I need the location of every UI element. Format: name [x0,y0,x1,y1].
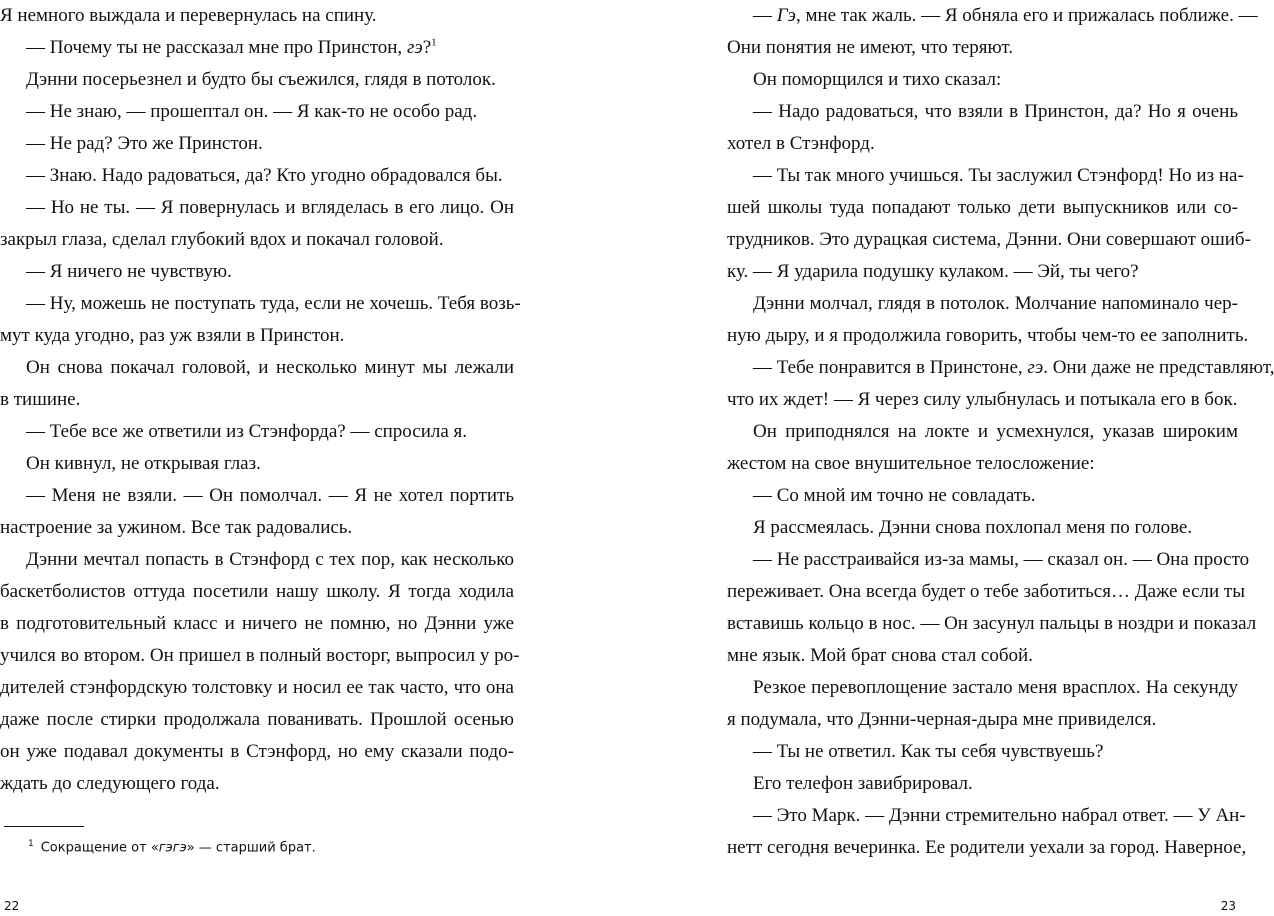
right-line [727,704,1238,736]
line-text: — Не знаю, — прошептал он. — Я как-то не особо рад. [26,101,478,122]
left-line [0,224,514,256]
line-text: вставишь кольцо в нос. — Он засунул пальцы в ноздри и показал [727,613,1257,634]
right-line [727,640,1238,672]
line-text: — Я ничего не чувствую. [26,261,232,282]
left-line [0,128,514,160]
left-line [0,704,514,736]
line-text: — Тебе все же ответили из Стэнфорда? — спросила я. [26,421,468,442]
left-line [0,256,514,288]
left-line [0,672,514,704]
left-line [0,768,514,800]
line-text: дителей стэнфордскую толстовку и носил ее так часто, что она [0,677,514,698]
right-line [727,160,1244,192]
right-line [727,256,1238,288]
left-line [0,288,521,320]
line-text: — Почему ты не рассказал мне про Принстон, [26,37,407,58]
line-text: ную дыру, и я продолжила говорить, чтобы чем-то ее заполнить. [727,325,1249,346]
left-line [0,448,514,480]
left-line [0,64,514,96]
line-text: жестом на свое внушительное телосложение: [727,453,1095,474]
line-text: я подумала, что Дэнни-черная-дыра мне привиделся. [727,709,1157,730]
right-line [727,288,1238,320]
line-text: — Но не ты. — Я повернулась и вгляделась в его лицо. Он [26,197,514,218]
line-text: переживает. Она всегда будет о тебе заботиться… Даже если ты [727,581,1245,602]
right-line [727,608,1257,640]
line-text: шей школы туда попадают только дети выпускников или со- [727,197,1238,218]
left-page [0,0,521,916]
right-line [727,512,1238,544]
left-line [0,32,514,64]
line-text: — Знаю. Надо радоваться, да? Кто угодно обрадовался бы. [26,165,503,186]
line-text: — Тебе понравится в Принстоне, [753,357,1028,378]
line-tail: ? [422,37,432,58]
line-text: он уже подавал документы в Стэнфорд, но ему сказали подо- [0,741,514,762]
left-line [0,192,514,224]
line-text: Резкое перевоплощение застало меня врасплох. На секунду [753,677,1238,698]
line-text: — Надо радоваться, что взяли в Принстон, да? Но я очень [753,101,1238,122]
line-text: Я рассмеялась. Дэнни снова похлопал меня по голове. [753,517,1193,538]
line-text: что их ждет! — Я через силу улыбнулась и потыкала его в бок. [727,389,1238,410]
right-line [727,96,1238,128]
left-line [0,640,520,672]
line-text: — Это Марк. — Дэнни стремительно набрал ответ. — У Ан- [753,805,1246,826]
line-text: в подготовительный класс и ничего не помню, но Дэнни уже [0,613,514,634]
line-text: Я немного выждала и перевернулась на спину. [0,5,377,26]
left-line [0,416,514,448]
left-line [0,544,514,576]
line-text: Он поморщился и тихо сказал: [753,69,1002,90]
left-line [0,480,514,512]
line-text: трудников. Это дурацкая система, Дэнни. Они совершают ошиб- [727,229,1251,250]
line-text: — Не рад? Это же Принстон. [26,133,263,154]
right-line [727,448,1238,480]
line-text: ждать до следующего года. [0,773,220,794]
right-line [727,224,1251,256]
line-text: Он снова покачал головой, и несколько минут мы лежали [26,357,514,378]
left-line [0,96,514,128]
line-text: настроение за ужином. Все так радовались. [0,517,353,538]
line-text: ку. — Я ударила подушку кулаком. — Эй, ты чего? [727,261,1139,282]
right-line [727,800,1246,832]
footnote-text-em: гэгэ [158,840,187,856]
footnote [28,834,488,858]
line-tail: . Они даже не представляют, [1043,357,1274,378]
line-text: мут куда угодно, раз уж взяли в Принстон. [0,325,345,346]
right-line [727,544,1250,576]
right-line [727,416,1238,448]
footnote-text-post: » — старший брат. [186,840,316,856]
line-text: — [753,5,777,26]
line-text: — Меня не взяли. — Он помолчал. — Я не хотел портить [26,485,514,506]
line-text: Он приподнялся на локте и усмехнулся, указав широким [753,421,1238,442]
right-line [727,320,1249,352]
left-line [0,608,514,640]
line-text: закрыл глаза, сделал глубокий вдох и покачал головой. [0,229,444,250]
right-line [727,32,1238,64]
page-number-right: 23 [1220,899,1236,913]
right-line [727,832,1247,864]
left-line [0,0,514,32]
right-line [727,736,1238,768]
line-text: в тишине. [0,389,81,410]
right-line [727,384,1238,416]
right-line [727,0,1258,32]
line-text: — Ты так много учишься. Ты заслужил Стэнфорд! Но из на- [753,165,1244,186]
left-line [0,384,514,416]
line-text: мне язык. Мой брат снова стал собой. [727,645,1033,666]
left-line [0,512,514,544]
footnote-rule [4,826,84,827]
line-text: Они понятия не имеют, что теряют. [727,37,1014,58]
line-text: нетт сегодня вечеринка. Ее родители уехали за город. Наверное, [727,837,1247,858]
right-line [727,576,1245,608]
line-text: — Со мной им точно не совладать. [753,485,1036,506]
line-text: Его телефон завибрировал. [753,773,973,794]
line-text: — Не расстраивайся из-за мамы, — сказал он. — Она просто [753,549,1250,570]
line-text: Дэнни посерьезнел и будто бы съежился, глядя в потолок. [26,69,496,90]
line-text: Дэнни мечтал попасть в Стэнфорд с тех пор, как несколько [26,549,514,570]
left-line [0,352,514,384]
right-line [727,768,1238,800]
right-line [727,352,1274,384]
line-text: даже после стирки продолжала пованивать. Прошлой осенью [0,709,514,730]
left-line [0,160,514,192]
right-line [727,480,1238,512]
line-text: Он кивнул, не открывая глаз. [26,453,261,474]
line-emphasis: Гэ [776,5,796,26]
right-line [727,192,1238,224]
line-emphasis: гэ [1027,357,1044,378]
page-number-left: 22 [4,899,20,913]
left-line [0,736,514,768]
right-line [727,128,1238,160]
right-line [727,64,1238,96]
footnote-text-pre: Сокращение от « [40,840,159,856]
line-emphasis: гэ [406,37,423,58]
left-line [0,320,514,352]
line-tail: , мне так жаль. — Я обняла его и прижалась поближе. — [795,5,1258,26]
line-text: баскетболистов оттуда посетили нашу школу. Я тогда ходила [0,581,514,602]
footnote-ref[interactable]: 1 [431,36,437,49]
left-line [0,576,514,608]
right-line [727,672,1238,704]
right-page [727,0,1274,916]
line-text: хотел в Стэнфорд. [727,133,875,154]
line-text: — Ты не ответил. Как ты себя чувствуешь? [753,741,1104,762]
line-text: Дэнни молчал, глядя в потолок. Молчание напоминало чер- [753,293,1238,314]
footnote-mark: 1 [28,839,34,849]
line-text: учился во втором. Он пришел в полный восторг, выпросил у ро- [0,645,520,666]
line-text: — Ну, можешь не поступать туда, если не хочешь. Тебя возь- [26,293,521,314]
